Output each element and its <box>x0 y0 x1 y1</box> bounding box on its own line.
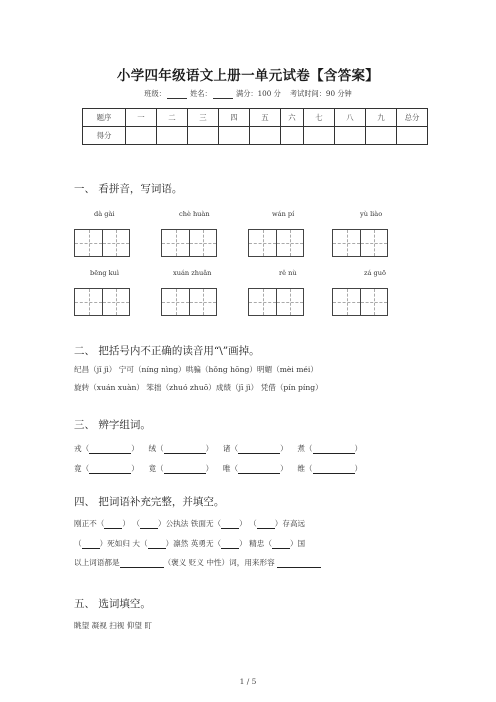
answer-blank[interactable] <box>221 520 239 529</box>
answer-blank[interactable] <box>257 520 275 529</box>
header-cell: 七 <box>304 109 335 127</box>
reading-line-2[interactable]: 旋转（xuán xuàn） 笨拙（zhuó zhuō）成绩（jī jì） 凭借（pín píng） <box>74 383 323 392</box>
pinyin: wán pí <box>272 210 295 218</box>
exam-time: 考试时间：90 分钟 <box>289 89 352 98</box>
score-cell[interactable] <box>219 127 250 145</box>
idiom-text: ）凛然 英勇无（ <box>165 539 222 548</box>
header-cell: 九 <box>366 109 397 127</box>
answer-blank[interactable] <box>313 445 355 454</box>
name-blank[interactable] <box>213 91 233 99</box>
section-5-heading: 五、 选词填空。 <box>74 598 151 610</box>
tianzi-grid[interactable] <box>248 229 304 257</box>
pinyin: yù liào <box>360 210 383 218</box>
answer-blank[interactable] <box>238 465 280 474</box>
answer-blank[interactable] <box>82 540 100 549</box>
idiom-text: ） （ <box>239 519 257 528</box>
class-label: 班级： <box>144 89 166 98</box>
pinyin: dà gài <box>94 210 115 218</box>
section-1-heading: 一、 看拼音，写词语。 <box>74 183 183 195</box>
char: 煮 <box>297 444 305 453</box>
char: 竟 <box>74 464 82 473</box>
header-cell: 四 <box>219 109 250 127</box>
section-4-heading: 四、 把词语补充完整，并填空。 <box>74 496 225 508</box>
exam-info <box>0 89 496 99</box>
tianzi-grid[interactable] <box>74 229 130 257</box>
answer-blank[interactable] <box>238 445 280 454</box>
idiom-text: ） 精忠（ <box>239 539 272 548</box>
header-cell: 八 <box>335 109 366 127</box>
tianzi-grid[interactable] <box>332 229 388 257</box>
page-title: 小学四年级语文上册一单元试卷【含答案】 <box>116 68 380 84</box>
answer-blank[interactable] <box>221 540 239 549</box>
idiom-line-2 <box>74 538 305 549</box>
pinyin: xuán zhuǎn <box>173 269 212 277</box>
pinyin: bēng kuì <box>90 269 120 277</box>
word-group-row-1: 戎（ ） 绒（ ） 诸（ ） 煮（ ） <box>74 444 363 453</box>
idiom-text: （ <box>74 539 82 548</box>
idiom-text: ）国 <box>289 539 306 548</box>
word-choices: 眺望 凝视 扫视 仰望 盯 <box>74 621 152 630</box>
char: 维 <box>297 464 305 473</box>
idiom-text: ）公执法 铁面无（ <box>157 519 222 528</box>
idiom-text: ）存高远 <box>274 519 306 528</box>
score-cell[interactable] <box>250 127 281 145</box>
idiom-text: 以上词语都是 <box>74 558 120 567</box>
char: 绒 <box>148 444 157 453</box>
tianzi-grid[interactable] <box>74 288 130 316</box>
score-cell[interactable] <box>157 127 188 145</box>
char: 诸 <box>222 444 231 453</box>
answer-blank[interactable] <box>272 540 290 549</box>
name-label: 姓名： <box>190 89 212 98</box>
score-value-row <box>83 127 428 145</box>
tianzi-grid[interactable] <box>332 288 388 316</box>
pinyin: zá guō <box>364 269 386 277</box>
idiom-text: ）死如归 大（ <box>99 539 148 548</box>
full-score: 满分：100 分 <box>236 89 281 98</box>
tianzi-grid[interactable] <box>248 288 304 316</box>
score-header-row <box>83 109 428 127</box>
pinyin: chè huàn <box>179 210 210 218</box>
answer-blank[interactable] <box>89 445 131 454</box>
answer-blank[interactable] <box>313 465 355 474</box>
header-cell: 二 <box>157 109 188 127</box>
score-table <box>82 108 428 145</box>
section-3-heading: 三、 辨字组词。 <box>74 419 151 431</box>
header-cell: 三 <box>188 109 219 127</box>
char: 戎 <box>74 444 82 453</box>
tianzi-grid[interactable] <box>161 229 217 257</box>
score-cell[interactable] <box>281 127 304 145</box>
header-cell: 题序 <box>83 109 126 127</box>
header-cell: 总分 <box>397 109 428 127</box>
char: 唯 <box>222 464 231 473</box>
score-cell[interactable] <box>126 127 157 145</box>
score-cell[interactable] <box>335 127 366 145</box>
answer-blank[interactable] <box>120 559 164 568</box>
idiom-line-3 <box>74 557 321 568</box>
idiom-line-1 <box>74 518 305 529</box>
answer-blank[interactable] <box>277 559 321 568</box>
section-2-heading: 二、 把括号内不正确的读音用“\”画掉。 <box>74 345 260 357</box>
idiom-text: 刚正不（ <box>74 519 105 528</box>
answer-blank[interactable] <box>104 520 122 529</box>
score-cell[interactable] <box>366 127 397 145</box>
score-cell[interactable] <box>188 127 219 145</box>
char: 竟 <box>148 464 157 473</box>
tianzi-grid[interactable] <box>161 288 217 316</box>
page-number: 1 / 5 <box>239 677 257 686</box>
idiom-text: ） （ <box>122 519 140 528</box>
answer-blank[interactable] <box>89 465 131 474</box>
answer-blank[interactable] <box>164 445 206 454</box>
header-cell: 一 <box>126 109 157 127</box>
word-group-row-2: 竟（ ） 竟（ ） 唯（ ） 维（ ） <box>74 464 363 473</box>
reading-line-1[interactable]: 纪昌（jǐ jì） 宁可（níng nìng）哄骗（hǒng hōng）明媚（mèi méi） <box>74 365 318 374</box>
score-cell[interactable] <box>304 127 335 145</box>
idiom-text: （褒义 贬义 中性）词，用来形容 <box>163 558 275 567</box>
answer-blank[interactable] <box>148 540 166 549</box>
header-cell: 五 <box>250 109 281 127</box>
header-cell: 六 <box>281 109 304 127</box>
class-blank[interactable] <box>167 91 187 99</box>
row-label: 得分 <box>83 127 126 145</box>
answer-blank[interactable] <box>140 520 158 529</box>
answer-blank[interactable] <box>164 465 206 474</box>
score-cell[interactable] <box>397 127 428 145</box>
pinyin: rě nù <box>279 269 297 277</box>
